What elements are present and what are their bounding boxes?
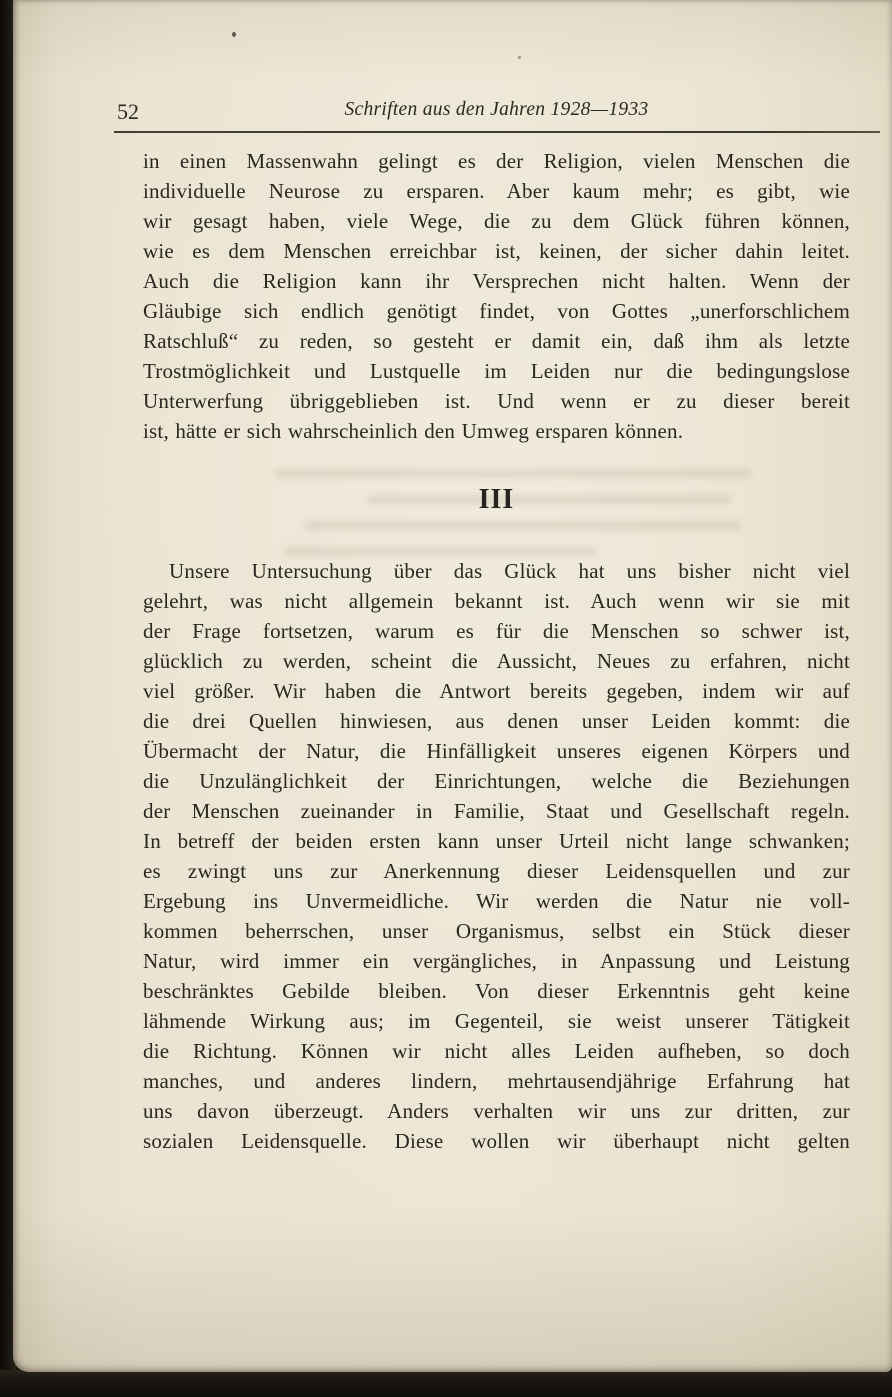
- text-line: viel größer. Wir haben die Antwort bereits gegeben, indem wir auf: [143, 679, 850, 703]
- text-line: gelehrt, was nicht allgemein bekannt ist. Auch wenn wir sie mit: [143, 589, 850, 613]
- text-line: die drei Quellen hinwiesen, aus denen unser Leiden kommt: die: [143, 709, 850, 733]
- body-text: [143, 146, 850, 1156]
- text-line: in einen Massenwahn gelingt es der Religion, vielen Menschen die: [143, 149, 850, 173]
- text-line: wie es dem Menschen erreichbar ist, keinen, der sicher dahin leitet.: [143, 239, 850, 263]
- text-line: individuelle Neurose zu ersparen. Aber kaum mehr; es gibt, wie: [143, 179, 850, 203]
- text-line: Ergebung ins Unvermeidliche. Wir werden die Natur nie voll-: [143, 889, 850, 913]
- text-line: uns davon überzeugt. Anders verhalten wir uns zur dritten, zur: [143, 1099, 850, 1123]
- text-line: manches, und anderes lindern, mehrtausendjährige Erfahrung hat: [143, 1069, 850, 1093]
- running-title: Schriften aus den Jahren 1928—1933: [344, 99, 649, 120]
- text-line: wir gesagt haben, viele Wege, die zu dem Glück führen können,: [143, 209, 850, 233]
- text-line: ist, hätte er sich wahrscheinlich den Umweg ersparen können.: [143, 419, 684, 443]
- text-line: Übermacht der Natur, die Hinfälligkeit unseres eigenen Körpers und: [143, 739, 850, 763]
- text-line: glücklich zu werden, scheint die Aussicht, Neues zu erfahren, nicht: [143, 649, 850, 673]
- text-line: Auch die Religion kann ihr Versprechen nicht halten. Wenn der: [143, 269, 850, 293]
- text-line: In betreff der beiden ersten kann unser Urteil nicht lange schwanken;: [143, 829, 850, 853]
- scan-dark-edge-bottom: [0, 1370, 892, 1397]
- text-line: es zwingt uns zur Anerkennung dieser Leidensquellen und zur: [143, 859, 850, 883]
- text-line: der Frage fortsetzen, warum es für die Menschen so schwer ist,: [143, 619, 850, 643]
- page: [13, 0, 892, 1372]
- text-line: sozialen Leidensquelle. Diese wollen wir überhaupt nicht gelten: [143, 1129, 850, 1153]
- text-line: beschränktes Gebilde bleiben. Von dieser Erkenntnis geht keine: [143, 979, 850, 1003]
- text-line: die Richtung. Können wir nicht alles Leiden aufheben, so doch: [143, 1039, 850, 1063]
- section-heading: III: [478, 484, 515, 515]
- paper-speck: [518, 56, 521, 59]
- text-line: die Unzulänglichkeit der Einrichtungen, welche die Beziehungen: [143, 769, 850, 793]
- text-line: der Menschen zueinander in Familie, Staat und Gesellschaft regeln.: [143, 799, 850, 823]
- paragraph-section-opening: [143, 556, 850, 1156]
- page-header: [13, 97, 892, 127]
- text-line: Trostmöglichkeit und Lustquelle im Leiden nur die bedingungslose: [143, 359, 850, 383]
- paragraph-continuation: [143, 146, 850, 446]
- text-line: lähmende Wirkung aus; im Gegenteil, sie weist unserer Tätigkeit: [143, 1009, 850, 1033]
- paper-speck: [232, 32, 236, 37]
- text-line: Natur, wird immer ein vergängliches, in Anpassung und Leistung: [143, 949, 850, 973]
- header-rule: [114, 131, 880, 133]
- text-line: Ratschluß“ zu reden, so gesteht er damit ein, daß ihm als letzte: [143, 329, 850, 353]
- text-line: kommen beherrschen, unser Organismus, selbst ein Stück dieser: [143, 919, 850, 943]
- page-number: 52: [117, 99, 139, 124]
- text-line: Unterwerfung übriggeblieben ist. Und wenn er zu dieser bereit: [143, 389, 850, 413]
- text-line: Unsere Untersuchung über das Glück hat uns bisher nicht viel: [169, 559, 850, 583]
- text-line: Gläubige sich endlich genötigt findet, von Gottes „unerforschlichem: [143, 299, 850, 323]
